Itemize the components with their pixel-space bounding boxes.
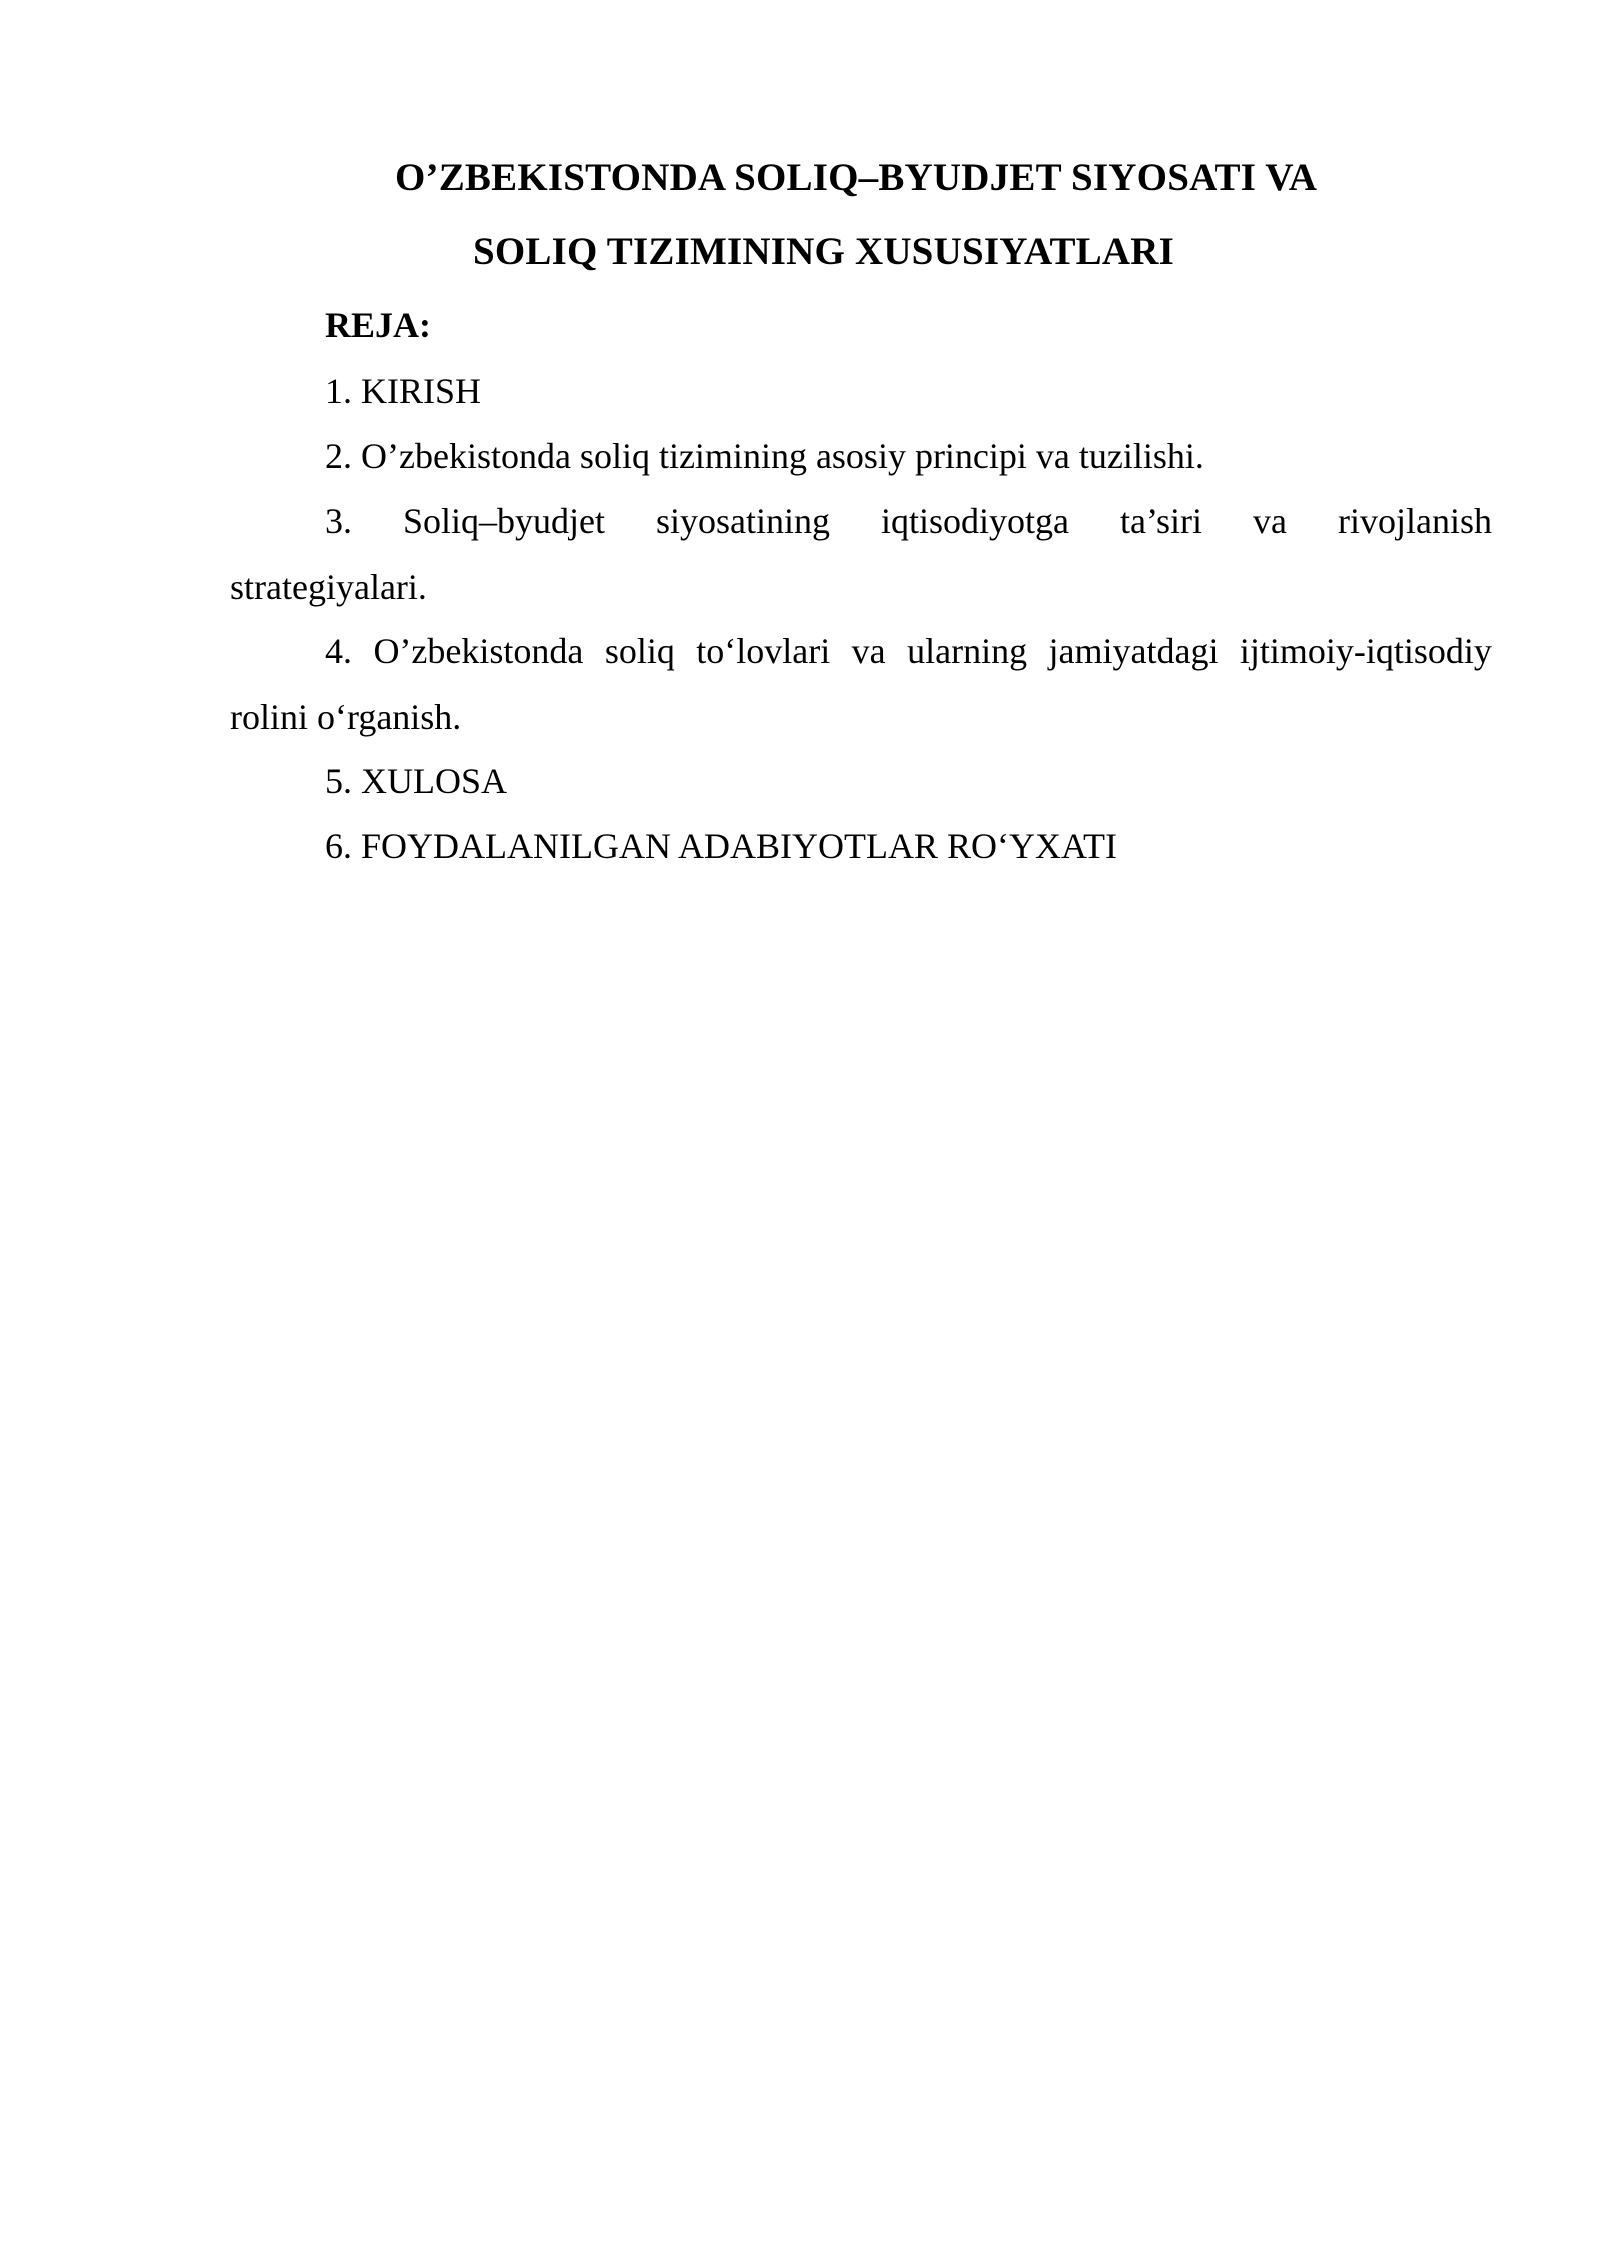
plan-item-4-first-line	[325, 633, 1492, 669]
plan-item-3-word: ta’siri	[1120, 501, 1203, 541]
document-title-line-2: SOLIQ TIZIMINING XUSUSIYATLARI	[473, 230, 1174, 273]
plan-item-1: 1. KIRISH	[325, 371, 482, 411]
plan-item-4-word: va	[851, 631, 886, 671]
plan-item-4-word: jamiyatdagi	[1048, 631, 1219, 671]
plan-item-6: 6. FOYDALANILGAN ADABIYOTLAR RO‘YXATI	[325, 826, 1117, 866]
plan-item-3-word: 3.	[325, 501, 352, 541]
plan-item-5: 5. XULOSA	[325, 761, 508, 801]
plan-item-3-word: rivojlanish	[1338, 501, 1492, 541]
plan-item-3-word: siyosatining	[656, 501, 831, 541]
plan-item-3-continuation: strategiyalari.	[230, 567, 427, 607]
plan-heading: REJA:	[325, 305, 431, 345]
plan-item-4-word: O’zbekistonda	[373, 631, 584, 671]
plan-item-4-continuation: rolini o‘rganish.	[230, 697, 462, 737]
plan-item-3-word: iqtisodiyotga	[881, 501, 1070, 541]
plan-item-2: 2. O’zbekistonda soliq tizimining asosiy principi va tuzilishi.	[325, 436, 1204, 476]
document-title-line-1: O’ZBEKISTONDA SOLIQ–BYUDJET SIYOSATI VA	[395, 156, 1318, 199]
plan-item-4-word: to‘lovlari	[696, 631, 831, 671]
plan-item-3-first-line	[325, 503, 1492, 539]
plan-item-4-word: ijtimoiy-iqtisodiy	[1239, 631, 1492, 671]
plan-item-3-word: Soliq–byudjet	[403, 501, 606, 541]
plan-item-4-word: 4.	[325, 631, 352, 671]
plan-item-4-word: ularning	[907, 631, 1028, 671]
plan-item-4-word: soliq	[604, 631, 675, 671]
plan-item-3-word: va	[1253, 501, 1287, 541]
